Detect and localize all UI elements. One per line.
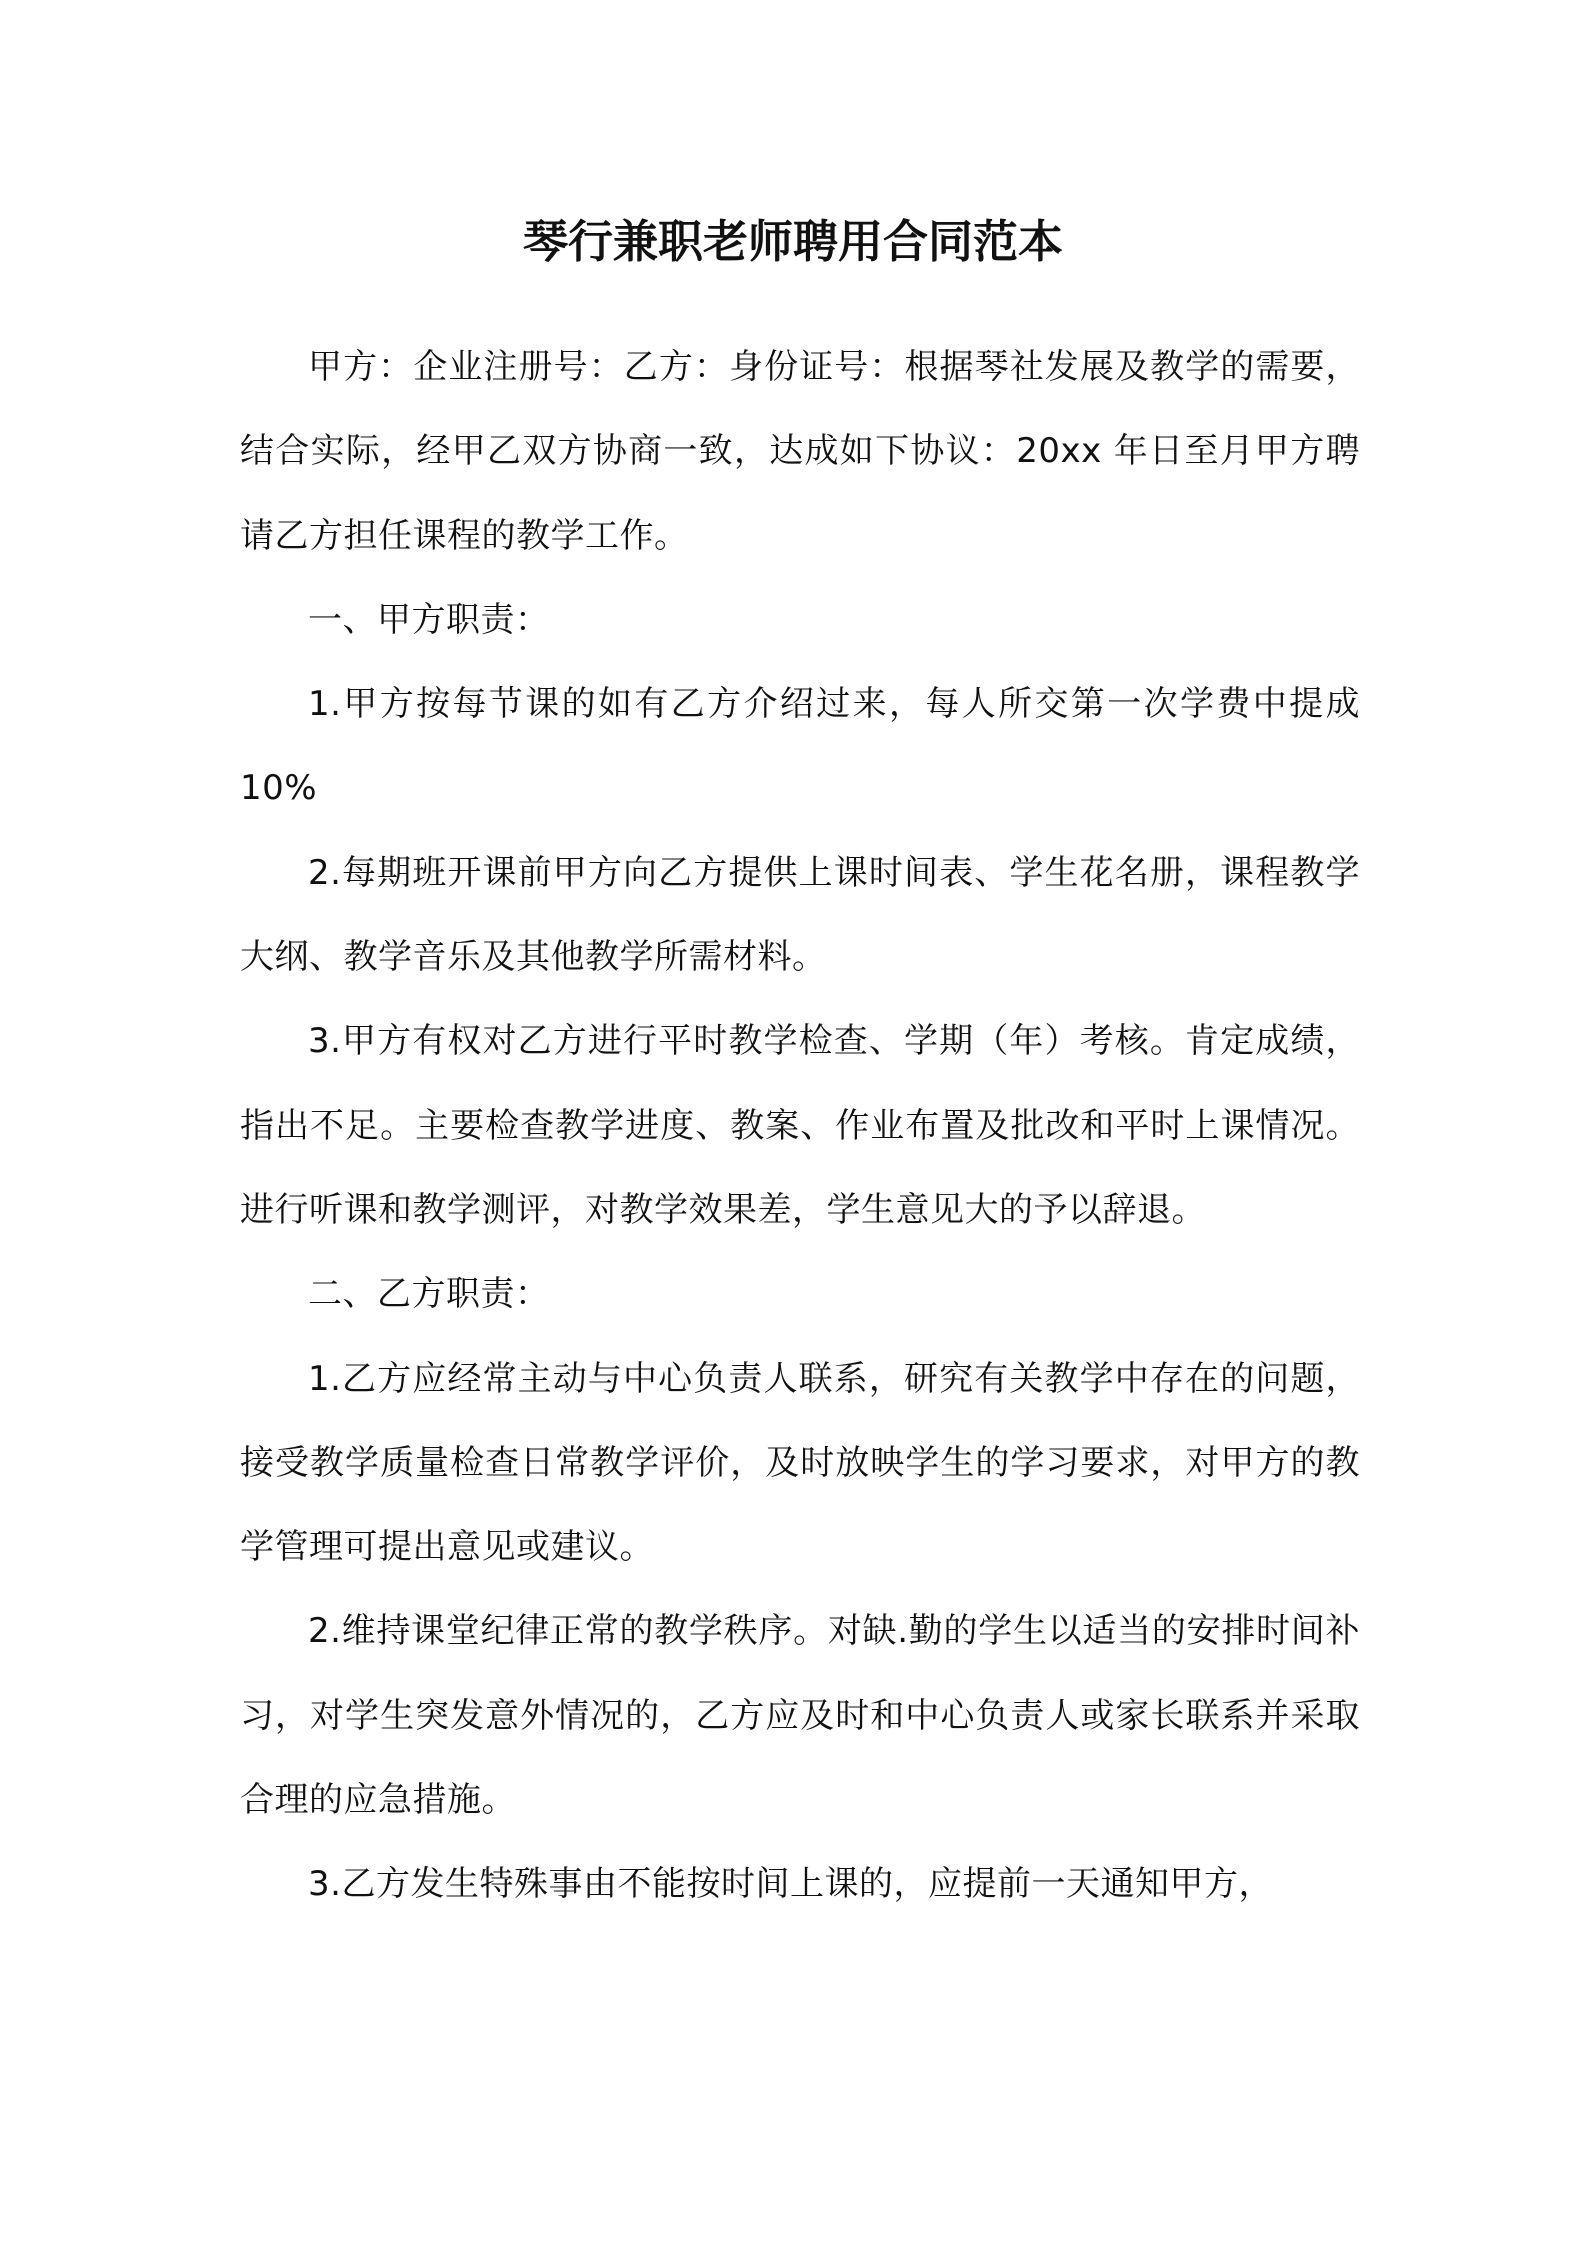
section-heading-party-a: 一、甲方职责： <box>308 599 550 640</box>
party-b-clause-2: 2.维持课堂纪律正常的教学秩序。对缺.勤的学生以适当的安排时间补习，对学生突发意外情况的，乙方应及时和中心负责人或家长联系并采取合理的应急措施。 <box>240 1611 1360 1821</box>
party-a-clause-2: 2.每期班开课前甲方向乙方提供上课时间表、学生花名册，课程教学大纲、教学音乐及其他教学所需材料。 <box>240 852 1360 978</box>
party-a-clause-3: 3.甲方有权对乙方进行平时教学检查、学期（年）考核。肯定成绩，指出不足。主要检查教学进度、教案、作业布置及批改和平时上课情况。进行听课和教学测评，对教学效果差，学生意见大的予以辞退。 <box>240 1021 1360 1230</box>
paragraph-intro: 甲方：企业注册号：乙方：身份证号：根据琴社发展及教学的需要，结合实际，经甲乙双方协商一致，达成如下协议：20xx 年日至月甲方聘请乙方担任课程的教学工作。 <box>240 347 1360 556</box>
section-heading-party-b: 二、乙方职责： <box>308 1274 550 1315</box>
document-title: 琴行兼职老师聘用合同范本 <box>522 215 1063 268</box>
party-b-clause-1: 1.乙方应经常主动与中心负责人联系，研究有关教学中存在的问题，接受教学质量检查日常教学评价，及时放映学生的学习要求，对甲方的教学管理可提出意见或建议。 <box>240 1358 1360 1568</box>
party-b-clause-3: 3.乙方发生特殊事由不能按时间上课的，应提前一天通知甲方， <box>308 1864 1273 1905</box>
document-body <box>240 325 1360 1927</box>
party-a-clause-1: 1.甲方按每节课的如有乙方介绍过来，每人所交第一次学费中提成 10% <box>240 684 1360 809</box>
